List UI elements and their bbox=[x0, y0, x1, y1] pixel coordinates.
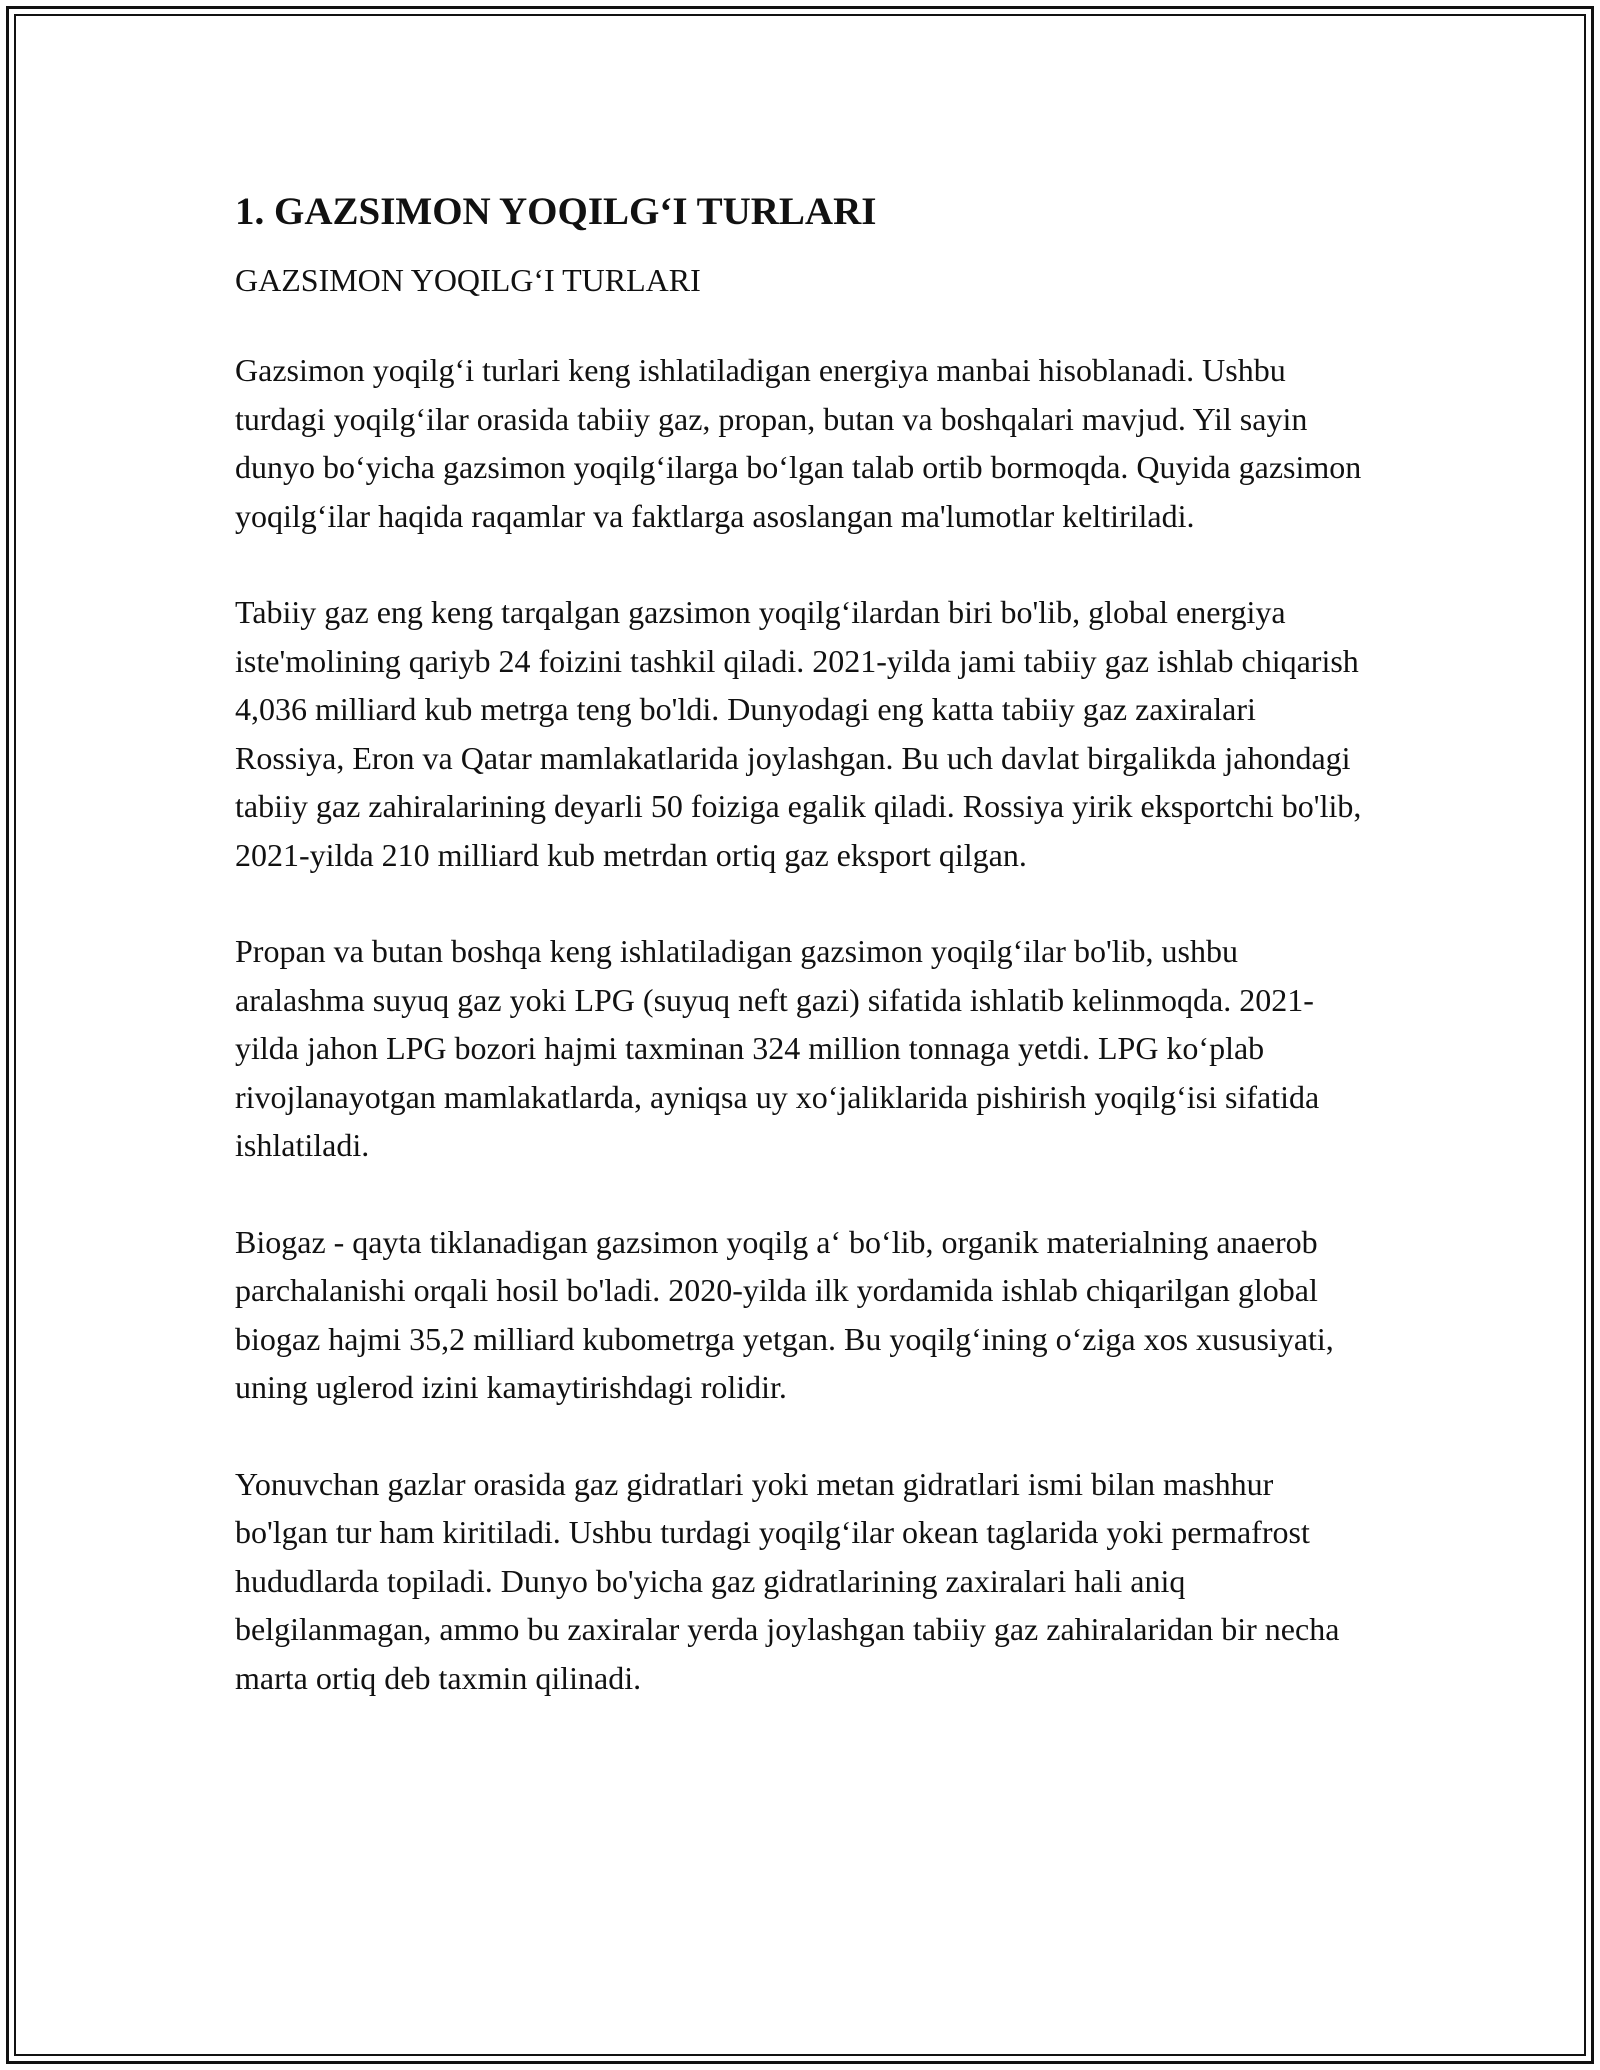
section-heading: 1. GAZSIMON YOQILG‘I TURLARI bbox=[235, 190, 877, 233]
document-body bbox=[235, 184, 1365, 1702]
section-subheading: GAZSIMON YOQILG‘I TURLARI bbox=[235, 262, 701, 298]
paragraph-intro: Gazsimon yoqilg‘i turlari keng ishlatiladigan energiya manbai hisoblanadi. Ushbu turdagi yoqilg‘ilar orasida tabiiy gaz, propan, butan va boshqalari mavjud. Yil sayin dunyo bo‘yicha gazsimon yoqilg‘ilarga bo‘lgan talab ortib bormoqda. Quyida gazsimon yoqilg‘ilar haqida raqamlar va faktlarga asoslangan ma'lumotlar keltiriladi. bbox=[235, 352, 1362, 534]
paragraph-gas-hydrates: Yonuvchan gazlar orasida gaz gidratlari yoki metan gidratlari ismi bilan mashhur bo'lgan tur ham kiritiladi. Ushbu turdagi yoqilg‘ilar okean taglarida yoki permafrost hududlarda topiladi. Dunyo bo'yicha gaz gidratlarining zaxiralari hali aniq belgilanmagan, ammo bu zaxiralar yerda joylashgan tabiiy gaz zahiralaridan bir necha marta ortiq deb taxmin qilinadi. bbox=[235, 1465, 1340, 1696]
paragraph-propane-butane: Propan va butan boshqa keng ishlatiladigan gazsimon yoqilg‘ilar bo'lib, ushbu aralashma suyuq gaz yoki LPG (suyuq neft gazi) sifatida ishlatib kelinmoqda. 2021-yilda jahon LPG bozori hajmi taxminan 324 million tonnaga yetdi. LPG ko‘plab rivojlanayotgan mamlakatlarda, ayniqsa uy xo‘jaliklarida pishirish yoqilg‘isi sifatida ishlatiladi. bbox=[235, 933, 1320, 1163]
paragraph-biogas: Biogaz - qayta tiklanadigan gazsimon yoqilg a‘ bo‘lib, organik materialning anaerob parchalanishi orqali hosil bo'ladi. 2020-yilda ilk yordamida ishlab chiqarilgan global biogaz hajmi 35,2 milliard kubometrga yetgan. Bu yoqilg‘ining o‘ziga xos xususiyati, uning uglerod izini kamaytirishdagi rolidir. bbox=[235, 1223, 1334, 1405]
paragraph-natural-gas: Tabiiy gaz eng keng tarqalgan gazsimon yoqilg‘ilardan biri bo'lib, global energiya iste'molining qariyb 24 foizini tashkil qiladi. 2021-yilda jami tabiiy gaz ishlab chiqarish 4,036 milliard kub metrga teng bo'ldi. Dunyodagi eng katta tabiiy gaz zaxiralari Rossiya, Eron va Qatar mamlakatlarida joylashgan. Bu uch davlat birgalikda jahondagi tabiiy gaz zahiralarining deyarli 50 foiziga egalik qiladi. Rossiya yirik eksportchi bo'lib, 2021-yilda 210 milliard kub metrdan ortiq gaz eksport qilgan. bbox=[235, 594, 1362, 873]
